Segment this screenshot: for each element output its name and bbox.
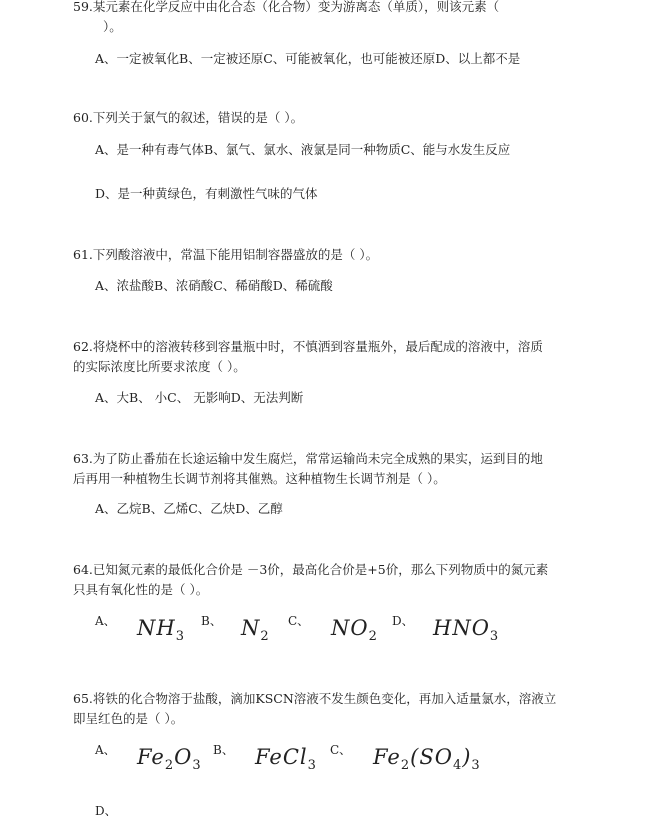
question-61 (73, 245, 597, 293)
formula-options (95, 741, 615, 781)
question-59 (73, 0, 597, 66)
stem-line: 62.将烧杯中的溶液转移到容量瓶中时，不慎洒到容量瓶外，最后配成的溶液中，溶质 (73, 339, 543, 354)
formula-fecl3: FeCl$_3$ (255, 745, 317, 773)
question-stem: 60.下列关于氯气的叙述，错误的是（ ）。 (73, 110, 304, 125)
formula-options (95, 612, 615, 652)
stem-line: 64.已知氮元素的最低化合价是 －3价，最高化合价是+5价，那么下列物质中的氮元素 (73, 562, 549, 577)
formula-no2: $NO_2$ (331, 616, 378, 644)
question-stem (73, 449, 597, 489)
option-label-b: B、 (213, 743, 234, 757)
option-label-c: C、 (330, 743, 352, 757)
question-65 (73, 689, 597, 773)
options-line: A、大B、 小C、 无影响D、无法判断 (95, 390, 304, 405)
formula-fe2so43: $Fe_2(SO_4)_3$ (373, 745, 481, 773)
stem-line: 后再用一种植物生长调节剂将其催熟。这种植物生长调节剂是（ ）。 (73, 471, 446, 486)
option-label-d: D、 (95, 804, 117, 818)
options-line: A、是一种有毒气体B、氯气、氯水、液氯是同一种物质C、能与水发生反应 (95, 142, 511, 157)
stem-line: 即呈红色的是（ ）。 (73, 711, 184, 726)
options-line: D、是一种黄绿色，有刺激性气味的气体 (95, 186, 318, 201)
question-stem (73, 689, 597, 729)
formula-n2: $N_2$ (241, 616, 270, 644)
options-line: A、浓盐酸B、浓硝酸C、稀硝酸D、稀硫酸 (95, 278, 333, 293)
question-stem (73, 337, 597, 377)
option-label-a: A、 (95, 614, 116, 628)
question-stem: 61.下列酸溶液中，常温下能用铝制容器盛放的是（ ）。 (73, 247, 379, 262)
stem-line: 的实际浓度比所要求浓度（ ）。 (73, 359, 246, 374)
options-line: A、一定被氧化B、一定被还原C、可能被氧化，也可能被还原D、以上都不是 (95, 51, 521, 66)
stem-line: 59.某元素在化学反应中由化合态（化合物）变为游离态（单质），则该元素（ (73, 0, 500, 14)
option-label-a: A、 (95, 743, 116, 757)
question-63 (73, 449, 597, 516)
question-64 (73, 560, 597, 644)
question-stem (73, 0, 597, 37)
option-label-b: B、 (201, 614, 222, 628)
option-label-c: C、 (288, 614, 310, 628)
question-stem (73, 560, 597, 600)
option-label-d: D、 (392, 614, 414, 628)
stem-line: 63.为了防止番茄在长途运输中发生腐烂，常常运输尚未完全成熟的果实，运到目的地 (73, 451, 543, 466)
stem-line: 只具有氧化性的是（ ）。 (73, 582, 209, 597)
formula-hno3: $HNO_3$ (433, 616, 500, 644)
question-62 (73, 337, 597, 405)
formula-fe2o3: $Fe_2O_3$ (137, 745, 202, 773)
question-60 (73, 108, 597, 201)
stem-line: 65.将铁的化合物溶于盐酸，滴加KSCN溶液不发生颜色变化，再加入适量氯水，溶液立 (73, 691, 557, 706)
stem-line: ）。 (103, 19, 122, 34)
formula-nh3: $NH_3$ (137, 616, 185, 644)
options-line: A、乙烷B、乙烯C、乙炔D、乙醇 (95, 501, 283, 516)
